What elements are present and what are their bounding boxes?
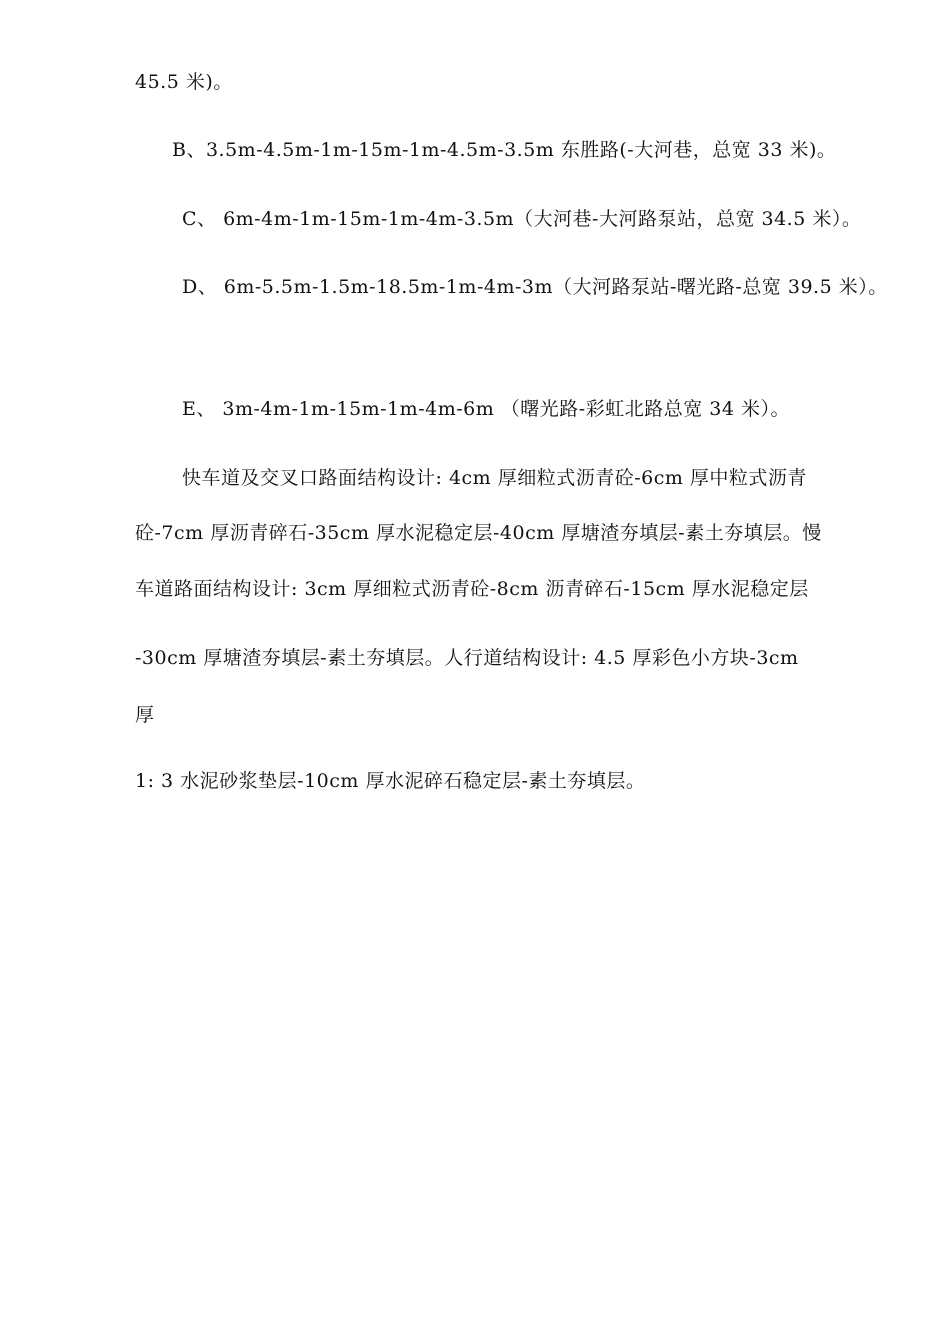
text-line-section-b: B、3.5m-4.5m-1m-15m-1m-4.5m-3.5m 东胜路(-大河巷，总宽 33 米)。 <box>172 139 837 161</box>
paragraph-structure-line-6: 1: 3 水泥砂浆垫层-10cm 厚水泥碎石稳定层-素土夯填层。 <box>135 770 646 792</box>
paragraph-structure-line-5: 厚 <box>135 704 155 726</box>
text-line-section-e: E、 3m-4m-1m-15m-1m-4m-6m （曙光路-彩虹北路总宽 34 米）。 <box>182 398 790 420</box>
text-line-width-continuation: 45.5 米)。 <box>135 71 233 93</box>
paragraph-structure-line-2: 砼-7cm 厚沥青碎石-35cm 厚水泥稳定层-40cm 厚塘渣夯填层-素土夯填层。慢 <box>135 522 822 544</box>
paragraph-structure-line-3: 车道路面结构设计: 3cm 厚细粒式沥青砼-8cm 沥青碎石-15cm 厚水泥稳定层 <box>135 578 809 600</box>
text-line-section-c: C、 6m-4m-1m-15m-1m-4m-3.5m（大河巷-大河路泵站，总宽 34.5 米）。 <box>182 208 862 230</box>
paragraph-structure-line-1: 快车道及交叉口路面结构设计: 4cm 厚细粒式沥青砼-6cm 厚中粒式沥青 <box>182 467 807 489</box>
text-line-section-d: D、 6m-5.5m-1.5m-18.5m-1m-4m-3m（大河路泵站-曙光路-总宽 39.5 米）。 <box>182 276 888 298</box>
paragraph-structure-line-4: -30cm 厚塘渣夯填层-素土夯填层。人行道结构设计: 4.5 厚彩色小方块-3cm <box>135 647 799 669</box>
